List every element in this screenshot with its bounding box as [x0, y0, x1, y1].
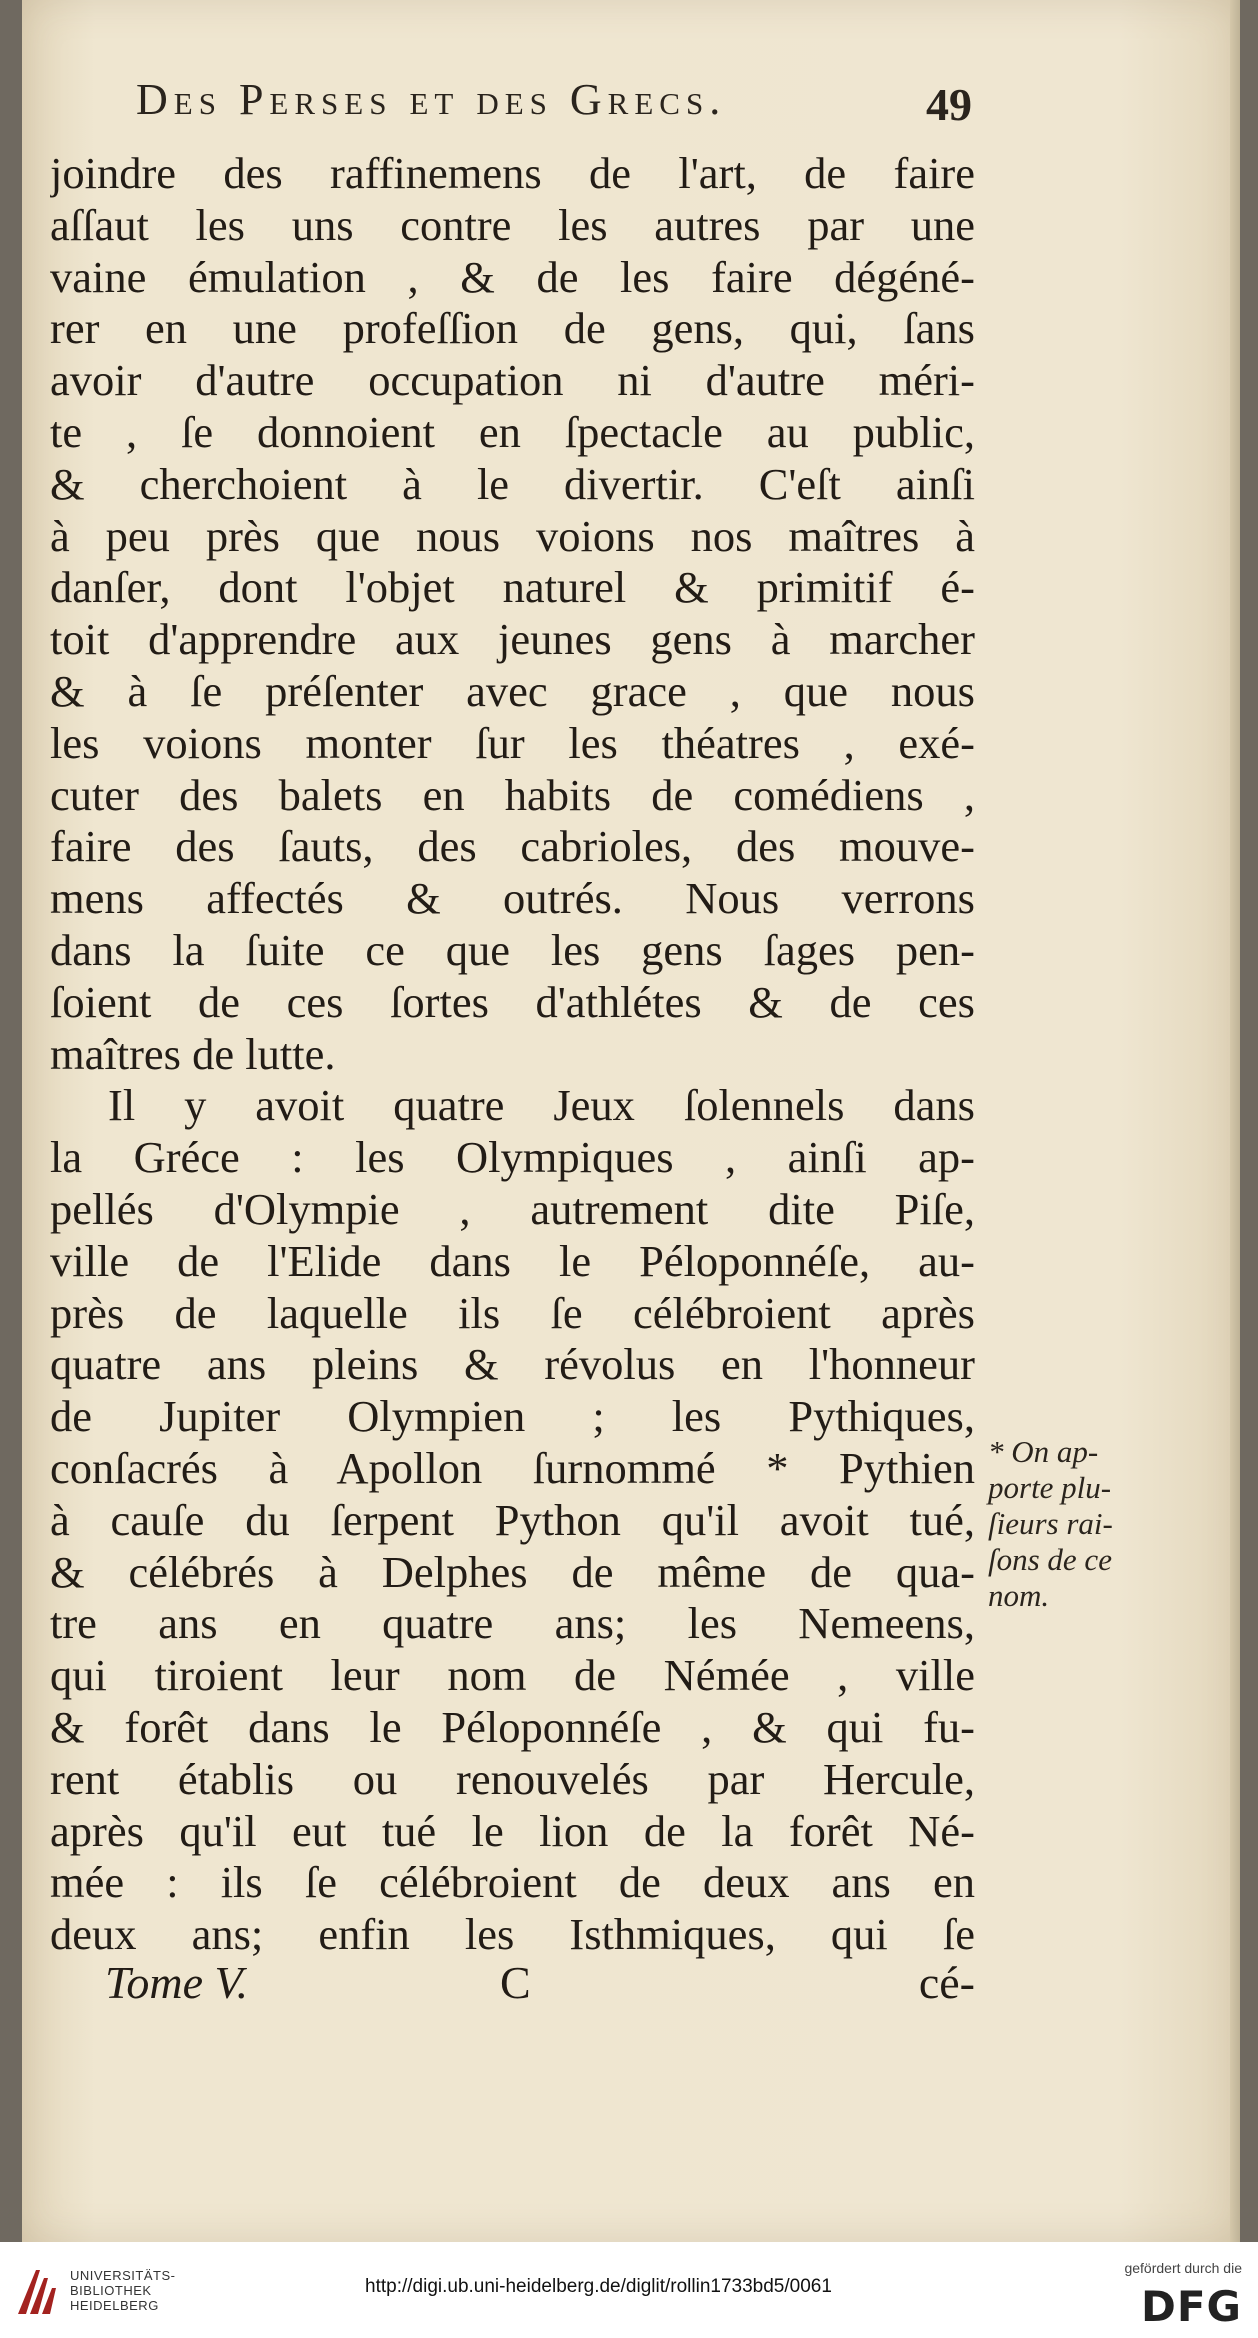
margin-note-line: ſons de ce	[988, 1542, 1112, 1577]
text-line: près de laquelle ils ſe célébroient après	[50, 1287, 975, 1338]
text-line: & célébrés à Delphes de même de qua-	[50, 1546, 975, 1597]
margin-note	[988, 1434, 1188, 1614]
text-line: mée : ils ſe célébroient de deux ans en	[50, 1857, 975, 1908]
catchword: cé-	[918, 1957, 975, 2008]
text-line: & à ſe préſenter avec grace , que nous	[50, 665, 975, 716]
text-line: la Gréce : les Olympiques , ainſi ap-	[50, 1132, 975, 1183]
text-line: aſſaut les uns contre les autres par une	[50, 199, 975, 250]
text-line: de Jupiter Olympien ; les Pythiques,	[50, 1391, 975, 1442]
text-line: à cauſe du ſerpent Python qu'il avoit tué,	[50, 1494, 975, 1545]
library-name-line: UNIVERSITÄTS-	[70, 2268, 176, 2283]
text-line: maîtres de lutte.	[50, 1028, 336, 1079]
library-name	[70, 2268, 175, 2313]
text-line: faire des ſauts, des cabrioles, des mouve-	[50, 821, 975, 872]
signature-mark: C	[500, 1957, 531, 2008]
text-line: après qu'il eut tué le lion de la forêt Né-	[50, 1805, 975, 1856]
text-line: tre ans en quatre ans; les Nemeens,	[50, 1598, 975, 1649]
library-name-line: HEIDELBERG	[70, 2298, 159, 2313]
text-line: te , ſe donnoient en ſpectacle au public,	[50, 406, 975, 457]
page-edge	[1230, 0, 1240, 2242]
text-line: pellés d'Olympie , autrement dite Piſe,	[50, 1183, 975, 1234]
body-text	[50, 148, 975, 1961]
margin-note-line: nom.	[988, 1578, 1050, 1613]
text-line: qui tiroient leur nom de Némée , ville	[50, 1650, 975, 1701]
text-line: & cherchoient à le divertir. C'eſt ainſi	[50, 458, 975, 509]
text-line: deux ans; enfin les Isthmiques, qui ſe	[50, 1909, 975, 1960]
text-line: toit d'apprendre aux jeunes gens à marcher	[50, 614, 975, 665]
permalink-url[interactable]: http://digi.ub.uni-heidelberg.de/diglit/rollin1733bd5/0061	[365, 2276, 832, 2297]
margin-note-line: * On ap-	[988, 1434, 1099, 1469]
text-line: Il y avoit quatre Jeux ſolennels dans	[108, 1080, 975, 1131]
text-line: les voions monter ſur les théatres , exé-	[50, 717, 975, 768]
text-line: cuter des balets en habits de comédiens ,	[50, 769, 975, 820]
text-line: rent établis ou renouvelés par Hercule,	[50, 1753, 975, 1804]
text-line: avoir d'autre occupation ni d'autre méri-	[50, 355, 975, 406]
university-library-logo-icon	[14, 2264, 60, 2318]
catchline	[105, 1956, 975, 2016]
text-line: joindre des raffinemens de l'art, de faire	[50, 148, 975, 198]
text-line: ſoient de ces ſortes d'athlétes & de ces	[50, 976, 975, 1027]
text-line: rer en une profeſſion de gens, qui, ſans	[50, 303, 975, 354]
text-line: à peu près que nous voions nos maîtres à	[50, 510, 975, 561]
text-line: dans la ſuite ce que les gens ſages pen-	[50, 924, 975, 975]
text-line: conſacrés à Apollon ſurnommé * Pythien	[50, 1442, 975, 1493]
library-name-line: BIBLIOTHEK	[70, 2283, 152, 2298]
running-head-title: Des Perses et des Grecs.	[136, 75, 727, 124]
text-line: & forêt dans le Péloponnéſe , & qui fu-	[50, 1701, 975, 1752]
volume-label: Tome V.	[105, 1957, 249, 2008]
running-head	[112, 74, 972, 134]
page-number: 49	[926, 79, 972, 130]
text-line: ville de l'Elide dans le Péloponnéſe, au-	[50, 1235, 975, 1286]
margin-note-line: ſieurs rai-	[988, 1506, 1113, 1541]
text-line: vaine émulation , & de les faire dégéné-	[50, 251, 975, 302]
margin-note-line: porte plu-	[988, 1470, 1112, 1505]
viewer-footer	[0, 2242, 1258, 2338]
text-line: quatre ans pleins & révolus en l'honneur	[50, 1339, 975, 1390]
text-line: mens affectés & outrés. Nous verrons	[50, 873, 975, 924]
dfg-logo: DFG	[1140, 2282, 1242, 2331]
text-line: danſer, dont l'objet naturel & primitif é-	[50, 562, 975, 613]
funded-by-label: gefördert durch die	[1124, 2260, 1242, 2276]
